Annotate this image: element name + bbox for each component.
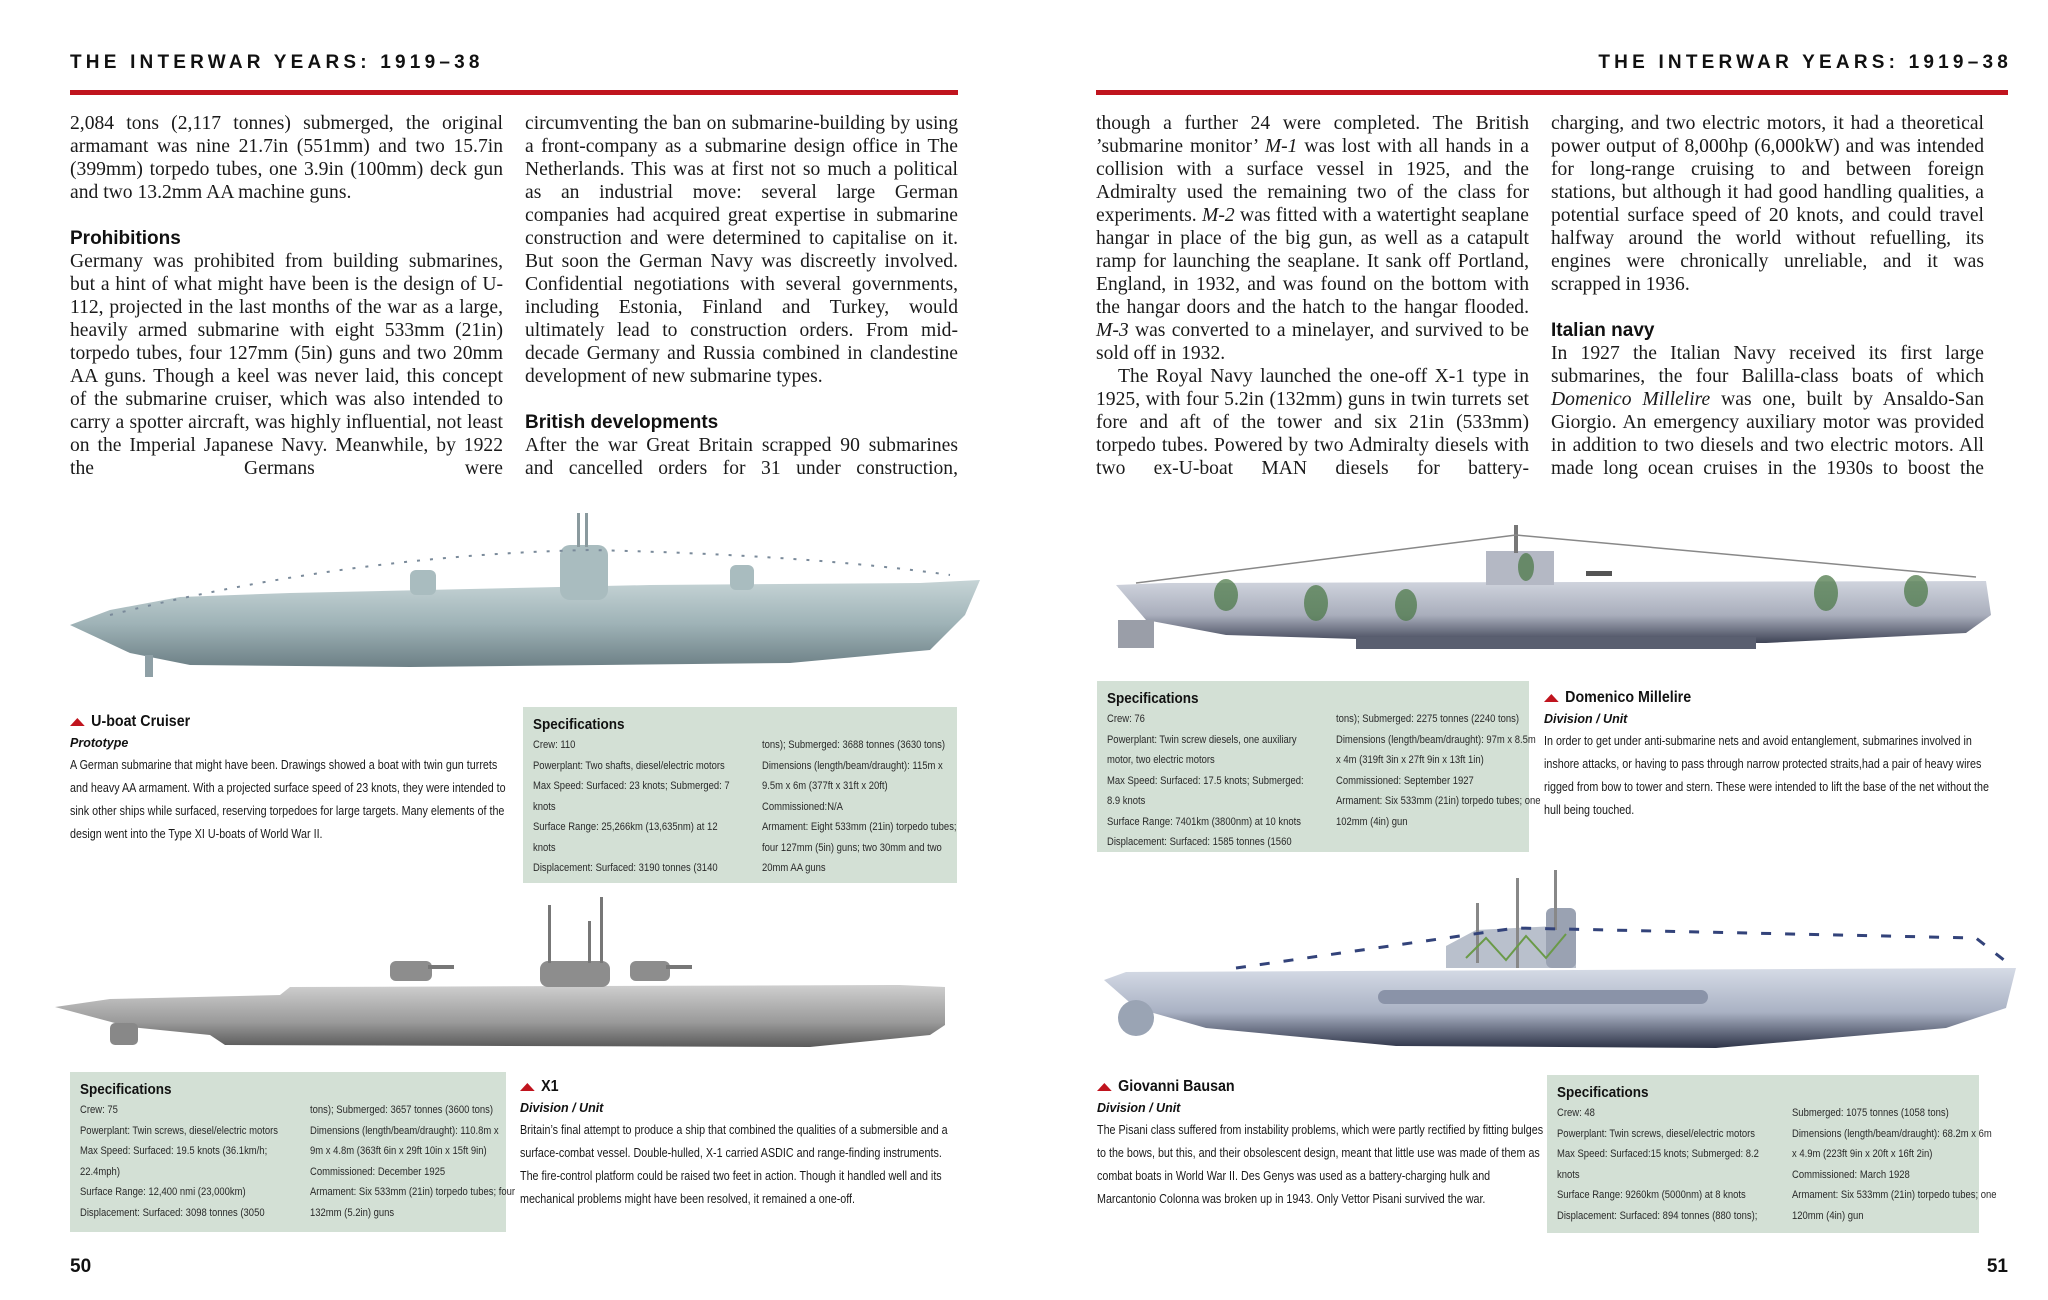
spec-line: Powerplant: Twin screws, diesel/electric motors — [1557, 1127, 1756, 1140]
uboat-cruiser-specs — [523, 707, 957, 883]
caption-title: U-boat Cruiser — [91, 713, 191, 730]
caption-body: A German submarine that might have been. Drawings showed a boat with twin gun turrets and heavy AA armament. With a projected surface speed of 23 knots, they were intended to sink other ships while surfaced, reserving torpedoes for large targets. Many elements of the design went into the Type XI U-boats of World War II. — [70, 758, 506, 841]
caption-subtitle: Division / Unit — [520, 1101, 604, 1115]
caption-body: Britain’s final attempt to produce a ship that combined the qualities of a submersible and a surface-combat vessel. Double-hulled, X-1 carried ASDIC and range-finding instruments. The fire-control platform could be raised two feet in action. Though it handled well and its mechanical problems might have been resolved, it remained a one-off. — [520, 1123, 948, 1206]
spec-line: Displacement: Surfaced: 3190 tonnes (3140 — [533, 862, 718, 874]
right-page — [1024, 0, 2048, 1300]
spec-line: 9m x 4.8m (363ft 6in x 29ft 10in x 15ft 9in) — [310, 1145, 487, 1157]
spec-line: Max Speed: Surfaced: 17.5 knots; Submerged: — [1107, 774, 1304, 787]
spec-line: Armament: Six 533mm (21in) torpedo tubes; one — [1791, 1189, 1997, 1201]
specs-left-column — [533, 735, 762, 879]
spec-line: 9.5m x 6m (377ft x 31ft x 20ft) — [761, 780, 888, 792]
spec-line: Dimensions (length/beam/draught): 110.8m x — [310, 1124, 499, 1137]
text-column-3 — [1096, 112, 1529, 480]
spec-line: Surface Range: 7401km (3800nm) at 10 knots — [1107, 815, 1302, 828]
bausan-illustration — [1096, 868, 2036, 1058]
spec-line: Powerplant: Twin screws, diesel/electric motors — [80, 1124, 279, 1137]
red-triangle-icon — [1544, 694, 1559, 702]
paragraph: The Royal Navy launched the one-off X-1 type in 1925, with four 5.2in (132mm) guns in twin turrets set fore and aft of the tower and six 21in (533mm) torpedo tubes. Powered by two Admiralty diesels with two ex-U-boat MAN diesels for battery- — [1096, 366, 1529, 479]
spec-line: knots — [533, 800, 556, 813]
uboat-cruiser-illustration — [50, 505, 980, 685]
text-column-2 — [525, 112, 958, 480]
spec-line: motor, two electric motors — [1107, 754, 1215, 766]
spec-line: Crew: 110 — [533, 739, 576, 751]
specs-left-column — [80, 1100, 310, 1223]
caption-title: Giovanni Bausan — [1118, 1078, 1235, 1095]
section-heading-prohibitions: Prohibitions — [70, 228, 181, 249]
specs-title: Specifications — [80, 1081, 172, 1098]
submarine-icon — [1106, 525, 2006, 665]
caption-subtitle: Division / Unit — [1097, 1101, 1181, 1115]
spec-line: Displacement: Surfaced: 894 tonnes (880 tons); — [1557, 1209, 1758, 1222]
x1-specs — [70, 1072, 516, 1232]
header-rule — [70, 90, 958, 95]
spec-line: 20mm AA guns — [761, 862, 826, 874]
section-heading-british-developments: British developments — [525, 412, 719, 433]
caption-title: Domenico Millelire — [1565, 689, 1692, 706]
spec-line: x 4.9m (223ft 9in x 20ft x 16ft 2in) — [1791, 1148, 1933, 1160]
bausan-specs — [1547, 1075, 1997, 1233]
paragraph: Germany was prohibited from building submarines, but a hint of what might have been is the design of U-112, projected in the last months of the war as a large, heavily armed submarine with eight 533mm (21in) torpedo tubes, four 127mm (5in) guns and two 20mm AA guns. Though a keel was never laid, this concept of the submarine cruiser, which was also intended to carry a spotter aircraft, was highly influential, not least on the Imperial Japanese Navy. Meanwhile, by 1922 the Germans were — [70, 251, 503, 479]
spec-line: tons); Submerged: 3688 tonnes (3630 tons) — [761, 739, 945, 751]
spec-line: 132mm (5.2in) guns — [310, 1206, 395, 1219]
specs-right-column — [310, 1100, 548, 1223]
spec-line: Commissioned: September 1927 — [1335, 774, 1474, 787]
paragraph: charging, and two electric motors, it had a theoretical power output of 8,000hp (6,000kW) and was intended for long-range cruising to and between foreign stations, but although it had good handling qualities, a potential surface speed of 20 knots, and could travel halfway around the world without refuelling, its engines were chronically unreliable, and it was scrapped in 1936. — [1551, 113, 1984, 295]
spec-line: knots — [533, 841, 556, 854]
spec-line: Armament: Eight 533mm (21in) torpedo tubes; — [761, 821, 957, 833]
spec-line: Surface Range: 12,400 nmi (23,000km) — [80, 1186, 246, 1198]
specs-right-column — [1792, 1103, 2030, 1226]
paragraph: circumventing the ban on submarine-building by using a front-company as a submarine design office in The Netherlands. This was at first not so much a political as an industrial move: several large German companies had acquired great expertise in submarine construction and were determined to capitalise on it. But soon the German Navy was discreetly involved. Confidential negotiations with several governments, including Estonia, Finland and Turkey, would ultimately lead to construction orders. From mid-decade Germany and Russia combined in clandestine development of new submarine types. — [525, 113, 958, 387]
caption-body: The Pisani class suffered from instability problems, which were partly rectified by fitting bulges to the bows, but this, and their obsolescent design, meant that little use was made of them as combat boats in World War II. Des Genys was used as a battery-charging hulk and Marcantonio Colonna was broken up in 1943. Only Vettor Pisani survived the war. — [1097, 1123, 1544, 1206]
spec-line: Max Speed: Surfaced: 23 knots; Submerged: 7 — [533, 780, 730, 792]
spec-line: 22.4mph) — [80, 1165, 120, 1178]
spec-line: Max Speed: Surfaced:15 knots; Submerged: 8.2 — [1557, 1148, 1759, 1160]
red-triangle-icon — [520, 1083, 535, 1091]
spec-line: Max Speed: Surfaced: 19.5 knots (36.1km/h; — [80, 1145, 268, 1157]
spec-line: Displacement: Surfaced: 1585 tonnes (1560 — [1107, 836, 1292, 848]
spec-line: four 127mm (5in) guns; two 30mm and two — [761, 841, 942, 854]
spec-line: Crew: 75 — [80, 1104, 118, 1116]
spec-line: Dimensions (length/beam/draught): 115m x — [761, 759, 943, 772]
submarine-icon — [50, 505, 980, 685]
specs-right-column — [1336, 709, 1574, 853]
bausan-caption — [1097, 1077, 1547, 1211]
spec-line: Surface Range: 25,266km (13,635nm) at 12 — [533, 821, 718, 833]
spec-line: Armament: Six 533mm (21in) torpedo tubes; one — [1335, 795, 1541, 807]
caption-title: X1 — [541, 1078, 559, 1095]
uboat-cruiser-caption — [70, 712, 510, 846]
millelire-caption — [1544, 688, 2004, 822]
specs-title: Specifications — [533, 716, 625, 733]
specs-right-column — [762, 735, 988, 879]
red-triangle-icon — [70, 718, 85, 726]
header-rule — [1096, 90, 2008, 95]
spec-line: Armament: Six 533mm (21in) torpedo tubes; four — [310, 1186, 516, 1198]
spec-line: Displacement: Surfaced: 3098 tonnes (3050 — [80, 1206, 265, 1219]
running-head-right: THE INTERWAR YEARS: 1919–38 — [1598, 52, 2012, 73]
spec-line: 102mm (4in) gun — [1335, 815, 1408, 828]
x1-illustration — [50, 895, 980, 1065]
spec-line: Submerged: 1075 tonnes (1058 tons) — [1791, 1107, 1949, 1119]
spec-line: knots — [1557, 1168, 1580, 1181]
millelire-illustration — [1106, 525, 2006, 665]
spec-line: Powerplant: Two shafts, diesel/electric motors — [533, 759, 725, 772]
spec-line: x 4m (319ft 3in x 27ft 9in x 13ft 1in) — [1335, 754, 1484, 766]
specs-left-column — [1107, 709, 1336, 853]
spec-line: Commissioned: March 1928 — [1791, 1168, 1910, 1181]
submarine-icon — [1096, 868, 2036, 1058]
caption-subtitle: Prototype — [70, 736, 129, 750]
millelire-specs — [1097, 681, 1541, 852]
page-number-right: 51 — [1986, 1256, 2008, 1277]
spec-line: Powerplant: Twin screw diesels, one auxiliary — [1107, 733, 1297, 746]
section-heading-italian-navy: Italian navy — [1551, 320, 1655, 341]
spec-line: Crew: 76 — [1107, 713, 1145, 725]
red-triangle-icon — [1097, 1083, 1112, 1091]
page-number-left: 50 — [70, 1256, 92, 1277]
spec-line: Surface Range: 9260km (5000nm) at 8 knots — [1557, 1189, 1746, 1201]
paragraph: 2,084 tons (2,117 tonnes) submerged, the original armamant was nine 21.7in (551mm) and two 15.7in (399mm) torpedo tubes, one 3.9in (100mm) deck gun and two 13.2mm AA machine guns. — [70, 113, 503, 203]
x1-caption — [520, 1077, 960, 1211]
specs-title: Specifications — [1557, 1084, 1649, 1101]
text-column-4 — [1551, 112, 1984, 480]
spec-line: tons); Submerged: 2275 tonnes (2240 tons) — [1335, 713, 1519, 725]
paragraph: though a further 24 were completed. The British ’submarine monitor’ M-1 was lost with all hands in a collision with a surface vessel in 1925, and the Admiralty used the remaining two of the class for experiments. M-2 was fitted with a watertight seaplane hangar in place of the big gun, as well as a catapult ramp for launching the seaplane. It sank off Portland, England, in 1932, and was found on the bottom with the hangar doors and the hatch to the hangar flooded. M-3 was converted to a minelayer, and survived to be sold off in 1932. — [1096, 113, 1529, 364]
spec-line: Dimensions (length/beam/draught): 97m x 8.5m — [1335, 733, 1536, 746]
spec-line: Commissioned:N/A — [761, 800, 843, 813]
running-head-left: THE INTERWAR YEARS: 1919–38 — [70, 52, 484, 73]
spec-line: Dimensions (length/beam/draught): 68.2m x 6m — [1791, 1127, 1992, 1140]
paragraph: After the war Great Britain scrapped 90 submarines and cancelled orders for 31 under construction, — [525, 435, 958, 479]
spec-line: tons); Submerged: 3657 tonnes (3600 tons) — [310, 1104, 494, 1116]
caption-body: In order to get under anti-submarine nets and avoid entanglement, submarines involved in inshore attacks, or having to pass through narrow protected straits,had a pair of heavy wires rigged from bow to tower and stern. These were intended to lift the base of the net without the hull being touched. — [1544, 734, 1990, 817]
text-column-1 — [70, 112, 503, 480]
caption-subtitle: Division / Unit — [1544, 712, 1628, 726]
submarine-icon — [50, 895, 980, 1065]
specs-left-column — [1557, 1103, 1792, 1226]
spec-line: 8.9 knots — [1107, 795, 1146, 807]
spec-line: Crew: 48 — [1557, 1107, 1595, 1119]
spec-line: 120mm (4in) gun — [1791, 1209, 1864, 1222]
specs-title: Specifications — [1107, 690, 1199, 707]
paragraph: In 1927 the Italian Navy received its first large submarines, the four Balilla-class boats of which Domenico Millelire was one, built by Ansaldo-San Giorgio. An emergency auxiliary motor was provided in addition to two diesels and two electric motors. All made long ocean cruises in the 1930s to boost the — [1551, 343, 1984, 479]
spec-line: Commissioned: December 1925 — [310, 1165, 446, 1178]
